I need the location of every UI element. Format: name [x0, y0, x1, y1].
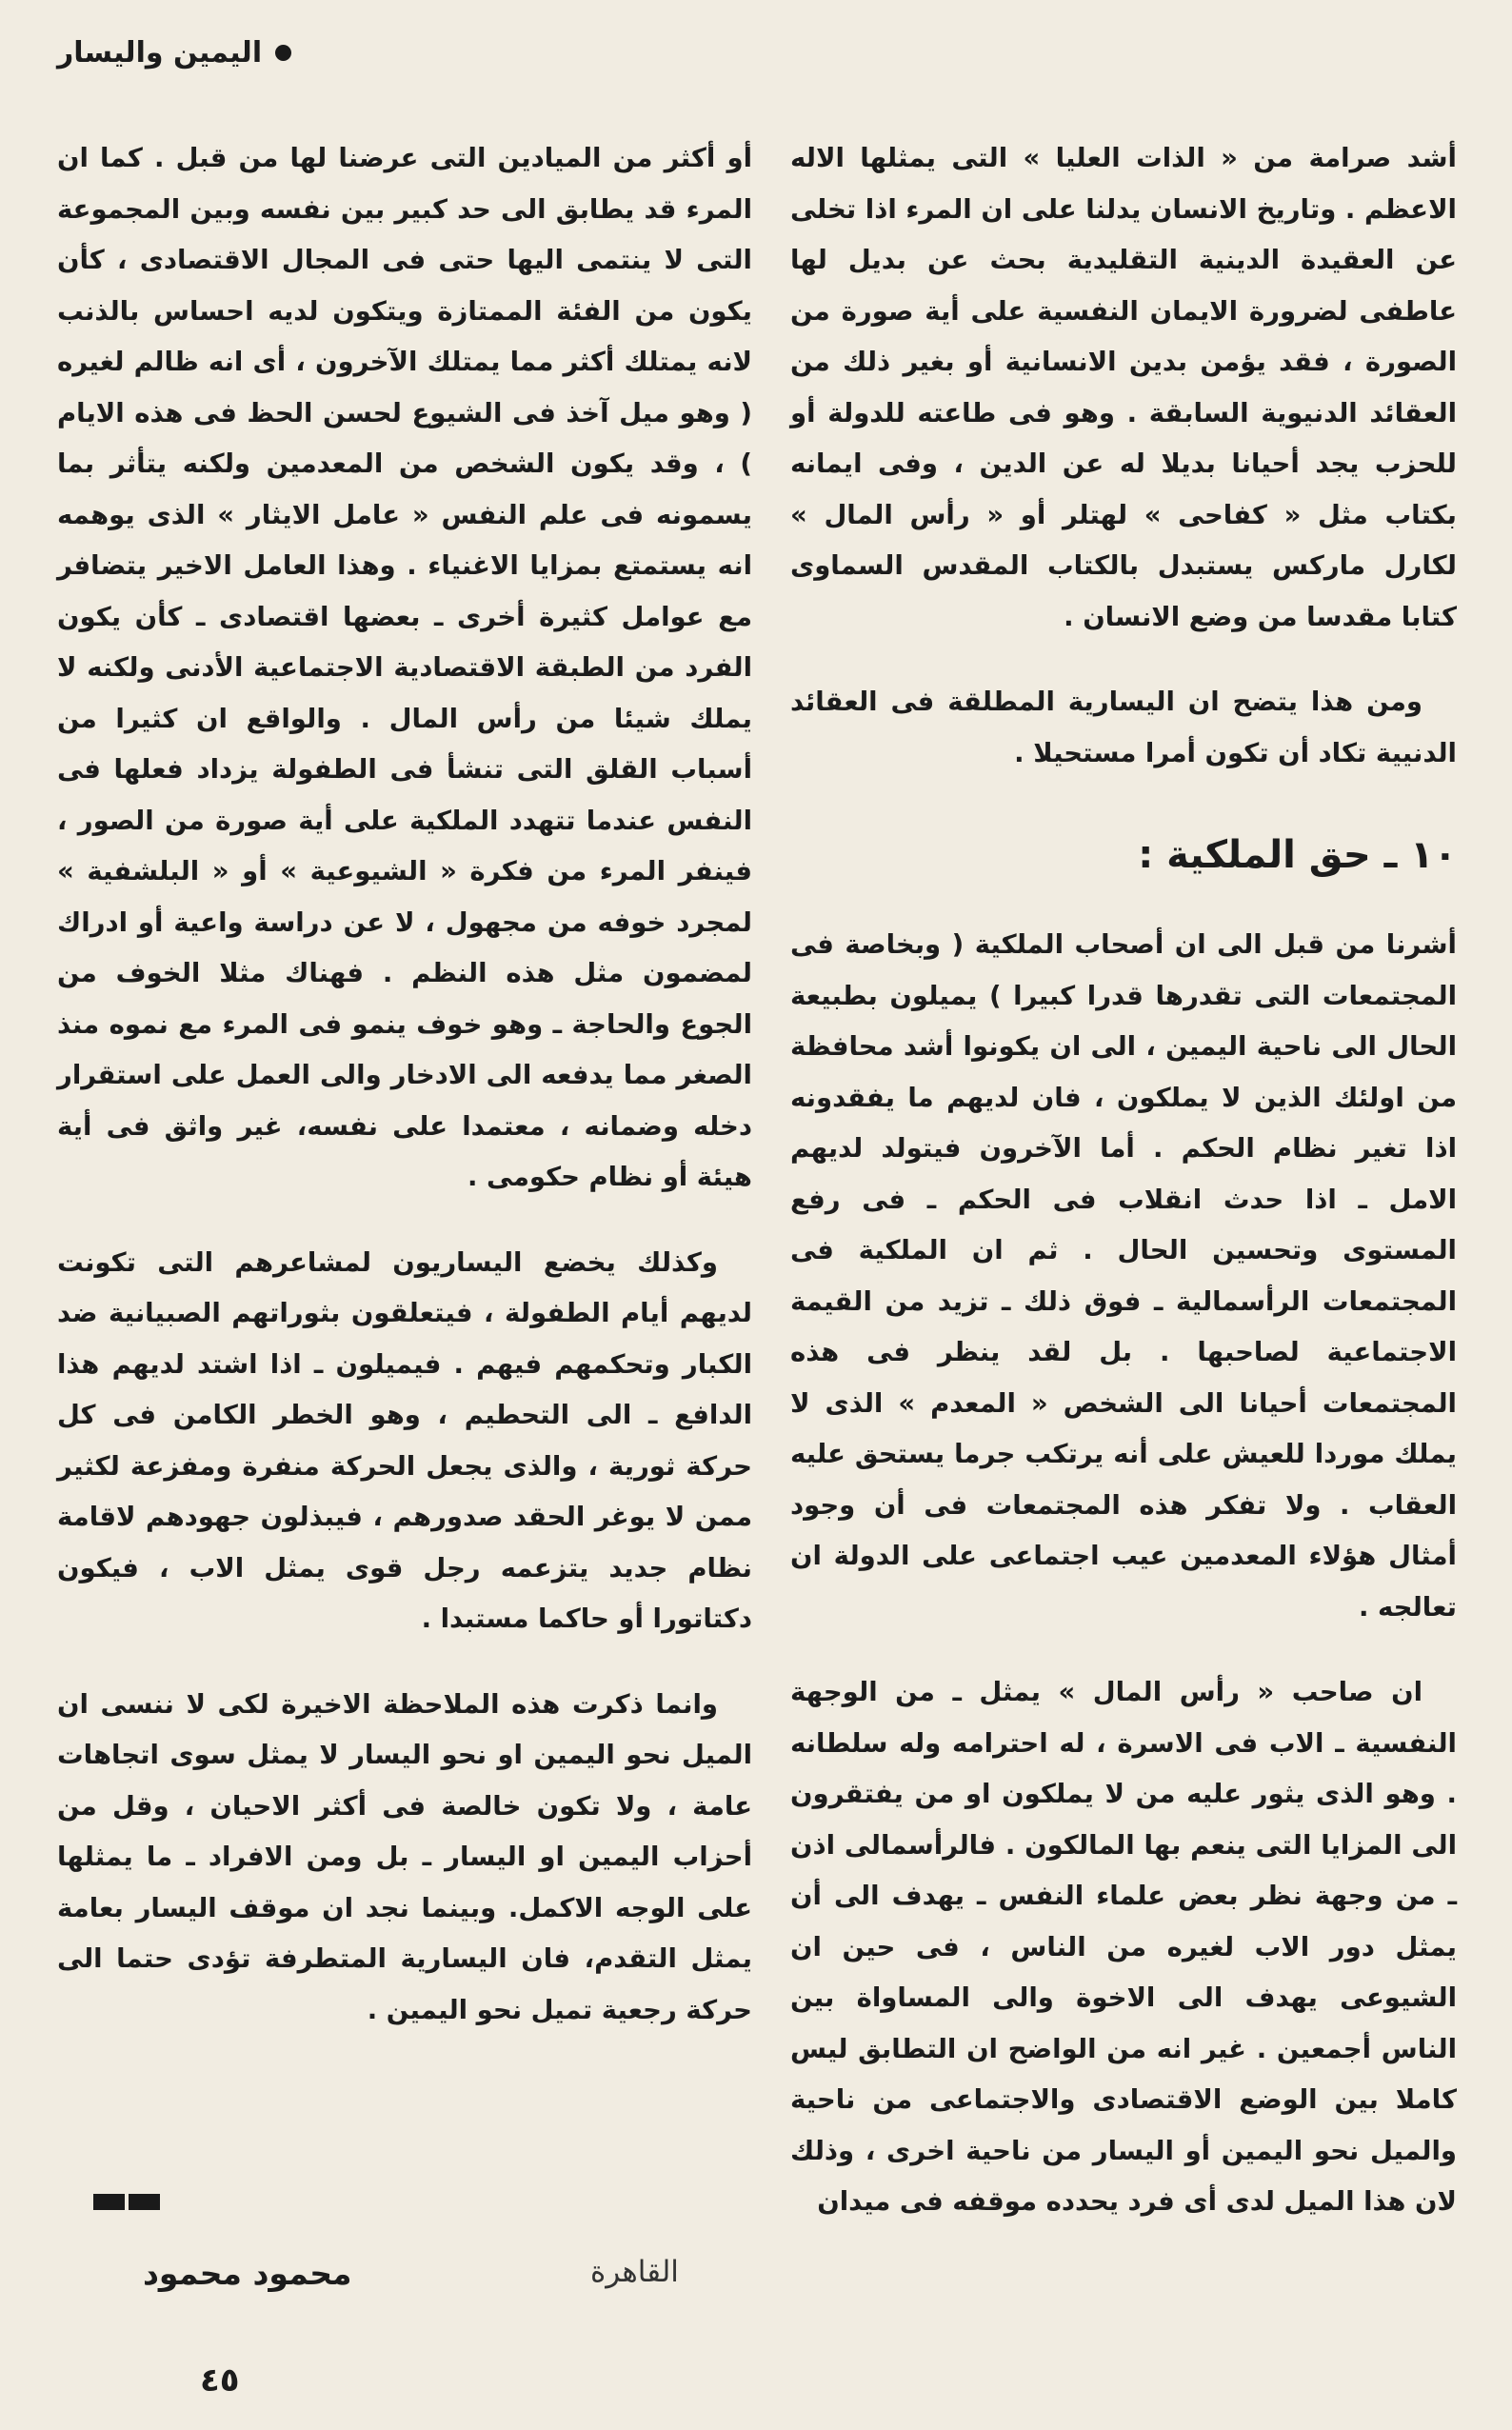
left-column	[57, 133, 752, 2036]
paragraph: وانما ذكرت هذه الملاحظة الاخيرة لكى لا ننسى ان الميل نحو اليمين او نحو اليسار لا يمثل سوى اتجاهات عامة ، ولا تكون خالصة فى أكثر الاحيان ، وقل من أحزاب اليمين او اليسار ـ بل ومن الافراد ـ ما يمثلها على الوجه الاكمل. وبينما نجد ان موقف اليسار بعامة يمثل التقدم، فان اليسارية المتطرفة تؤدى حتما الى حركة رجعية تميل نحو اليمين .	[57, 1688, 752, 2025]
paragraph: أو أكثر من الميادين التى عرضنا لها من قبل . كما ان المرء قد يطابق الى حد كبير بين نفسه وبين المجموعة التى لا ينتمى اليها حتى فى المجال الاقتصادى ، كأن يكون من الفئة الممتازة ويتكون لديه احساس بالذنب لانه يمتلك أكثر مما يمتلك الآخرون ، أى انه ظالم لغيره ( وهو ميل آخذ فى الشيوع لحسن الحظ فى هذه الايام ) ، وقد يكون الشخص من المعدمين ولكنه يتأثر بما يسمونه فى علم النفس « عامل الايثار » الذى يوهمه انه يستمتع بمزايا الاغنياء . وهذا العامل الاخير يتضافر مع عوامل كثيرة أخرى ـ بعضها اقتصادى ـ كأن يكون الفرد من الطبقة الاقتصادية الاجتماعية الأدنى ولكنه لا يملك شيئا من رأس المال . والواقع ان كثيرا من أسباب القلق التى تنشأ فى الطفولة يزداد فعلها فى النفس عندما تتهدد الملكية على أية صورة من الصور ، فينفر المرء من فكرة « الشيوعية » أو « البلشفية » لمجرد خوفه من مجهول ، لا عن دراسة واعية أو ادراك لمضمون مثل هذه النظم . فهناك مثلا الخوف من الجوع والحاجة ـ وهو خوف ينمو فى المرء مع نموه منذ الصغر مما يدفعه الى الادخار والى العمل على استقرار دخله وضمانه ، معتمدا على نفسه، غير واثق فى أية هيئة أو نظام حكومى .	[57, 143, 752, 1192]
page-number: ٤٥	[200, 2361, 240, 2400]
paragraph: ومن هذا يتضح ان اليسارية المطلقة فى العقائد الدنيية تكاد أن تكون أمرا مستحيلا .	[790, 687, 1457, 768]
author-city: القاهرة	[590, 2255, 679, 2289]
paragraph: أشد صرامة من « الذات العليا » التى يمثلها الاله الاعظم . وتاريخ الانسان يدلنا على ان المرء اذا تخلى عن العقيدة الدينية التقليدية بحث عن بديل لها عاطفى لضرورة الايمان النفسية على أية صورة من الصورة ، فقد يؤمن بدين الانسانية أو بغير ذلك من العقائد الدنيوية السابقة . وهو فى طاعته للدولة أو للحزب يجد أحيانا بديلا له عن الدين ، وفى ايمانه بكتاب مثل « كفاحى » لهتلر أو « رأس المال » لكارل ماركس يستبدل بالكتاب المقدس السماوى كتابا مقدسا من وضع الانسان .	[790, 143, 1457, 632]
running-header	[57, 36, 291, 70]
paragraph: ان صاحب « رأس المال » يمثل ـ من الوجهة النفسية ـ الاب فى الاسرة ، له احترامه وله سلطانه . وهو الذى يثور عليه من لا يملكون او من يفتقرون الى المزايا التى ينعم بها المالكون . فالرأسمالى اذن ـ من وجهة نظر بعض علماء النفس ـ يهدف الى أن يمثل دور الاب لغيره من الناس ، فى حين ان الشيوعى يهدف الى الاخوة والى المساواة بين الناس أجمعين . غير انه من الواضح ان التطابق ليس كاملا بين الوضع الاقتصادى والاجتماعى من ناحية والميل نحو اليمين أو اليسار من ناحية اخرى ، وذلك لان هذا الميل لدى أى فرد يحدده موقفه فى ميدان	[790, 1677, 1457, 2217]
author-name: محمود محمود	[143, 2255, 352, 2292]
bullet-icon	[275, 45, 291, 61]
end-of-article-mark	[93, 2194, 162, 2210]
paragraph: وكذلك يخضع اليساريون لمشاعرهم التى تكونت لديهم أيام الطفولة ، فيتعلقون بثوراتهم الصبيانية ضد الكبار وتحكمهم فيهم . فيميلون ـ اذا اشتد لديهم هذا الدافع ـ الى التحطيم ، وهو الخطر الكامن فى كل حركة ثورية ، والذى يجعل الحركة منفرة ومفزعة لكثير ممن لا يوغر الحقد صدورهم ، فيبذلون جهودهم لاقامة نظام جديد يتزعمه رجل قوى يمثل الاب ، فيكون دكتاتورا أو حاكما مستبدا .	[57, 1246, 752, 1634]
section-heading: ١٠ ـ حق الملكية :	[1138, 833, 1457, 877]
header-title: اليمين واليسار	[57, 36, 263, 70]
paragraph: أشرنا من قبل الى ان أصحاب الملكية ( وبخاصة فى المجتمعات التى تقدرها قدرا كبيرا ) يميلون بطبيعة الحال الى ناحية اليمين ، الى ان يكونوا أشد محافظة من اولئك الذين لا يملكون ، فان لديهم ما يفقدونه اذا تغير نظام الحكم . أما الآخرون فيتولد لديهم الامل ـ اذا حدث انقلاب فى الحكم ـ فى رفع المستوى وتحسين الحال . ثم ان الملكية فى المجتمعات الرأسمالية ـ فوق ذلك ـ تزيد من القيمة الاجتماعية لصاحبها . بل لقد ينظر فى هذه المجتمعات أحيانا الى الشخص « المعدم » الذى لا يملك موردا للعيش على أنه يرتكب جرما يستحق عليه العقاب . ولا تفكر هذه المجتمعات فى أن وجود أمثال هؤلاء المعدمين عيب اجتماعى على الدولة ان تعالجه .	[790, 929, 1457, 1623]
right-column	[790, 133, 1457, 2228]
